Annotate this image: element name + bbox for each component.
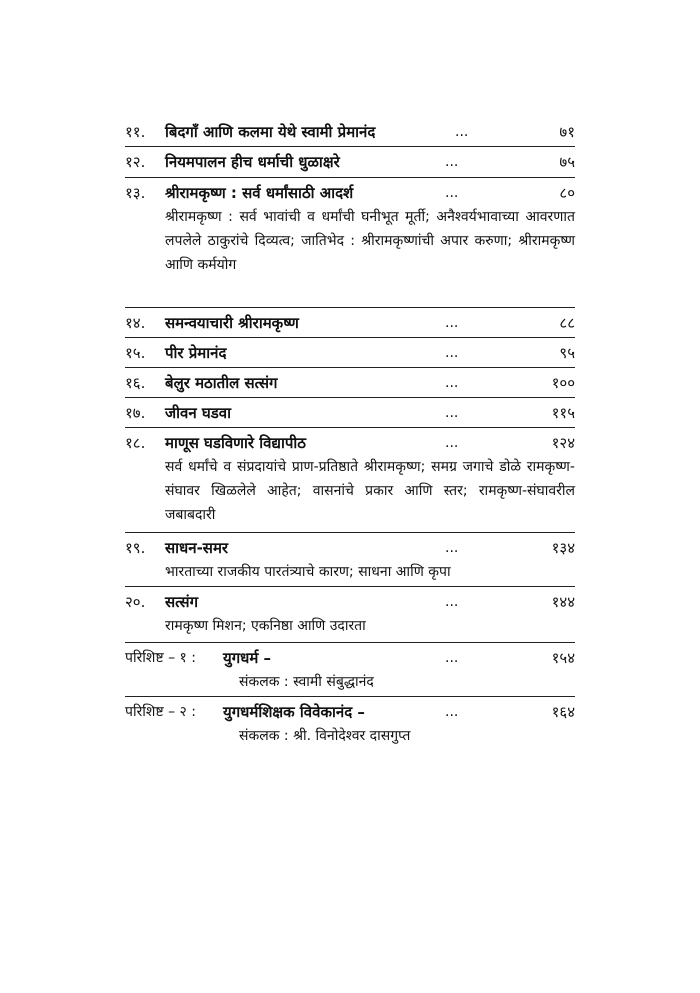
appendix-title: युगधर्मशिक्षक विवेकानंद –	[223, 703, 365, 721]
toc-entry-13[interactable]	[125, 179, 575, 277]
entry-separator	[125, 367, 575, 368]
appendix-page-number: १६४	[551, 703, 575, 721]
leader-dots: ...	[445, 345, 459, 361]
entry-number: १५.	[125, 344, 146, 362]
entry-title: माणूस घडविणारे विद्यापीठ	[165, 434, 306, 452]
entry-title: साधन-समर	[165, 539, 229, 557]
entry-number: १३.	[125, 184, 146, 202]
entry-separator	[125, 397, 575, 398]
entry-page-number: १००	[551, 374, 575, 392]
entry-page-number: ८८	[559, 314, 575, 332]
entry-separator	[125, 337, 575, 338]
entry-subtopics: भारताच्या राजकीय पारतंत्र्याचे कारण; साधना आणि कृपा	[165, 564, 451, 580]
entry-separator	[125, 532, 575, 533]
entry-page-number: १३४	[551, 539, 575, 557]
toc-entry-18[interactable]	[125, 429, 575, 527]
toc-entry-17[interactable]	[125, 399, 575, 427]
toc-entry-16[interactable]	[125, 369, 575, 397]
entry-page-number: ७१	[559, 123, 575, 141]
appendix-compiler: संकलक : श्री. विनोदेश्वर दासगुप्त	[239, 728, 411, 744]
leader-dots: ...	[445, 594, 459, 610]
leader-dots: ...	[445, 435, 459, 451]
entry-page-number: ७५	[559, 153, 575, 171]
entry-title: समन्वयाचारी श्रीरामकृष्ण	[165, 314, 299, 332]
appendix-label: परिशिष्ट – २ :	[125, 704, 196, 720]
entry-number: १४.	[125, 314, 146, 332]
entry-separator	[125, 307, 575, 308]
entry-title: सत्संग	[165, 593, 199, 611]
entry-number: १२.	[125, 153, 146, 171]
entry-subtopics: सर्व धर्मांचे व संप्रदायांचे प्राण-प्रतिष्ठाते श्रीरामकृष्ण; समग्र जगाचे डोळे रामकृष्ण-संघावर खिळलेले आहेत; वासनांचे प्रकार आणि स्तर; रामकृष्ण-संघावरील जबाबदारी	[165, 459, 575, 523]
entry-separator	[125, 586, 575, 587]
entry-page-number: १२४	[551, 434, 575, 452]
toc-appendix-1[interactable]	[125, 644, 575, 694]
entry-page-number: ८०	[559, 184, 575, 202]
entry-title: बिदगाँ आणि कलमा येथे स्वामी प्रेमानंद	[165, 123, 376, 141]
entry-title: श्रीरामकृष्ण : सर्व धर्मांसाठी आदर्श	[165, 184, 354, 202]
entry-number: २०.	[125, 593, 146, 611]
entry-page-number: १४४	[551, 593, 575, 611]
entry-number: ११.	[125, 123, 146, 141]
leader-dots: ...	[445, 540, 459, 556]
leader-dots: ...	[445, 185, 459, 201]
entry-title: जीवन घडवा	[165, 404, 232, 422]
toc-appendix-2[interactable]	[125, 698, 575, 748]
entry-page-number: ११५	[551, 404, 575, 422]
appendix-compiler: संकलक : स्वामी संबुद्धानंद	[239, 674, 374, 690]
toc-entry-11[interactable]	[125, 118, 575, 146]
entry-number: १६.	[125, 374, 146, 392]
toc-entry-15[interactable]	[125, 339, 575, 367]
appendix-page-number: १५४	[551, 649, 575, 667]
appendix-label: परिशिष्ट – १ :	[125, 650, 196, 666]
leader-dots: ...	[445, 375, 459, 391]
leader-dots: ...	[445, 154, 459, 170]
entry-separator	[125, 642, 575, 643]
entry-title: नियमपालन हीच धर्माची धुळाक्षरे	[165, 153, 340, 171]
entry-subtopics: रामकृष्ण मिशन; एकनिष्ठा आणि उदारता	[165, 618, 366, 634]
leader-dots: ...	[445, 650, 459, 666]
entry-number: १९.	[125, 539, 146, 557]
toc-entry-12[interactable]	[125, 148, 575, 176]
appendix-title: युगधर्म –	[223, 649, 272, 667]
leader-dots: ...	[445, 704, 459, 720]
entry-title: पीर प्रेमानंद	[165, 344, 227, 362]
entry-separator	[125, 696, 575, 697]
leader-dots: ...	[455, 124, 469, 140]
toc-entry-14[interactable]	[125, 309, 575, 337]
entry-title: बेलुर मठातील सत्संग	[165, 374, 278, 392]
entry-number: १७.	[125, 404, 146, 422]
toc-entry-19[interactable]	[125, 534, 575, 584]
entry-subtopics: श्रीरामकृष्ण : सर्व भावांची व धर्मांची घनीभूत मूर्ती; अनैश्वर्यभावाच्या आवरणात लपलेले ठाकुरांचे दिव्यत्व; जातिभेद : श्रीरामकृष्णांची अपार करुणा; श्रीरामकृष्ण आणि कर्मयोग	[165, 209, 575, 273]
entry-separator	[125, 427, 575, 428]
entry-page-number: ९५	[559, 344, 575, 362]
leader-dots: ...	[445, 405, 459, 421]
entry-separator	[125, 177, 575, 178]
entry-number: १८.	[125, 434, 146, 452]
toc-entry-20[interactable]	[125, 588, 575, 638]
entry-separator	[125, 146, 575, 147]
leader-dots: ...	[445, 315, 459, 331]
